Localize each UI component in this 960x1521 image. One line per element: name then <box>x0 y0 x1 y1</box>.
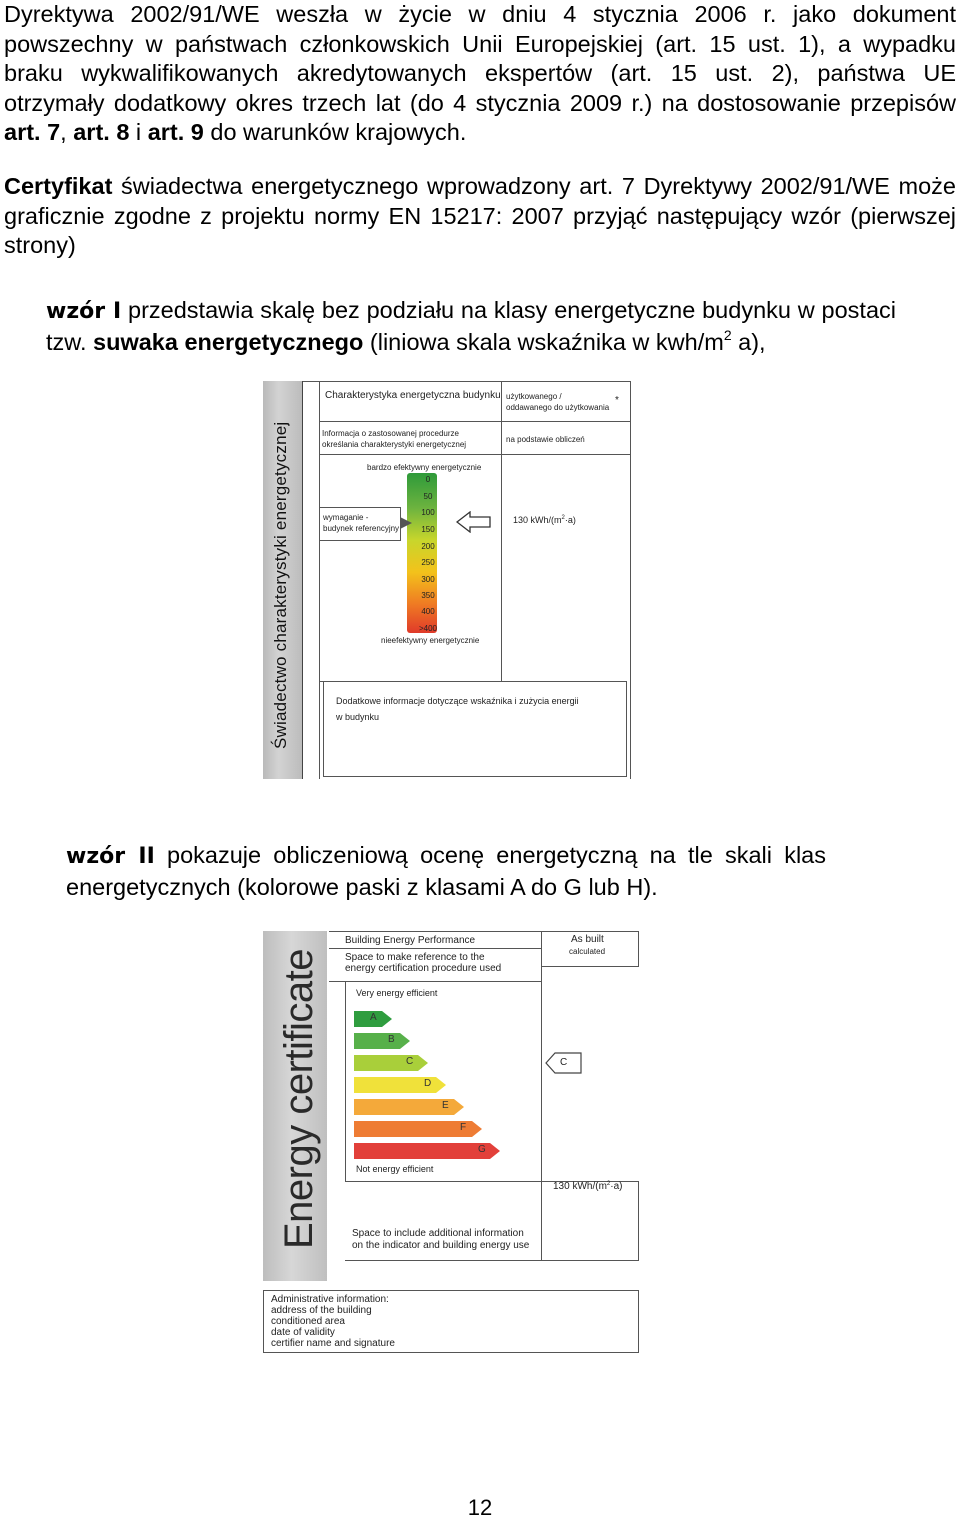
requirement-label: budynek referencyjny <box>323 524 400 533</box>
scale-tick: 200 <box>421 542 435 551</box>
figure-energy-slider <box>263 381 631 779</box>
admin-line: certifier name and signature <box>271 1338 395 1349</box>
admin-line: conditioned area <box>271 1316 345 1327</box>
figure-side-band <box>263 931 327 1281</box>
class-band-label: E <box>442 1100 449 1111</box>
paragraph-wzor-1 <box>46 295 896 358</box>
value-label: 130 kWh/$(m^2\cdot a)$ <box>553 1181 623 1192</box>
wzor-label: wzór I <box>46 299 122 324</box>
extra-info-text: Dodatkowe informacje dotyczące wskaźnika i zużycia energii <box>336 696 579 706</box>
separator: i <box>129 119 148 145</box>
superscript: 2 <box>723 327 732 343</box>
arrow-left-icon <box>456 511 492 533</box>
admin-line: address of the building <box>271 1305 372 1316</box>
class-band-tip <box>418 1055 428 1071</box>
reference-text: energy certification procedure used <box>345 963 502 974</box>
scale-tick: 250 <box>421 558 435 567</box>
paragraph-certificate <box>4 172 956 261</box>
scale-tick: >400 <box>418 624 438 633</box>
class-band-tip <box>436 1077 446 1093</box>
scale-tick: 300 <box>421 575 435 584</box>
info-text: określania charakterystyki energetycznej <box>322 440 467 449</box>
extra-info-text: w budynku <box>336 712 380 722</box>
scale-bottom-label: nieefektywny energetycznie <box>381 636 480 645</box>
scale-top-label: bardzo efektywny energetycznie <box>367 463 482 472</box>
class-band-body <box>354 1011 382 1027</box>
info-right-text: na podstawie obliczeń <box>506 435 585 444</box>
figure-header-right: użytkowanego / <box>506 392 562 401</box>
scale-tick: 400 <box>421 607 435 616</box>
scale-top-label: Very energy efficient <box>356 988 438 998</box>
figure-header-right: calculated <box>569 947 606 956</box>
class-band-tip <box>454 1099 464 1115</box>
paragraph-text: przedstawia skalę bez podziału na klasy energetyczne budynku w postaci tzw. <box>46 297 896 355</box>
article-ref: art. 8 <box>73 119 130 145</box>
figure-header-left: Charakterystyka energetyczna budynku <box>325 390 501 401</box>
page-number: 12 <box>467 1495 493 1520</box>
class-band-label: F <box>460 1122 467 1133</box>
wzor-label: wzór II <box>66 844 155 869</box>
class-band-label: G <box>478 1144 486 1155</box>
scale-tick: 150 <box>421 525 435 534</box>
info-text: Informacja o zastosowanej procedurze <box>322 429 459 438</box>
class-band-label: C <box>406 1056 414 1067</box>
figure-header-right: oddawanego do użytkowania <box>506 403 610 412</box>
admin-line: Administrative information: <box>271 1294 389 1305</box>
class-band-label: B <box>388 1034 395 1045</box>
paragraph-text: świadectwa energetycznego wprowadzony art. 7 Dyrektywy 2002/91/WE może graficznie zgodne z projektu normy EN 15217: 2007 przyjąć następujący wzór (pierwszej strony) <box>4 173 956 258</box>
class-band-tip <box>472 1121 482 1137</box>
class-band-tip <box>490 1143 500 1159</box>
separator: , <box>60 119 74 145</box>
figure-side-band <box>263 381 303 779</box>
scale-tick: 50 <box>423 492 433 501</box>
admin-line: date of validity <box>271 1327 335 1338</box>
class-band-tip <box>400 1033 410 1049</box>
certificate-term: Certyfikat <box>4 173 113 199</box>
scale-bottom-label: Not energy efficient <box>356 1164 434 1174</box>
rating-class: C <box>560 1057 568 1068</box>
class-band-body <box>354 1099 454 1115</box>
value-label: 130 kWh/$(m^2\cdot a)$ <box>513 515 576 525</box>
paragraph-text: do warunków krajowych. <box>203 119 467 145</box>
class-band-label: A <box>370 1012 377 1023</box>
paragraph-directive <box>4 0 956 148</box>
requirement-label: wymaganie - <box>323 513 369 522</box>
paragraph-text: pokazuje obliczeniową ocenę energetyczną na tle skali klas energetycznych (kolorowe paski z klasami A do G lub H). <box>66 842 827 900</box>
figure-energy-certificate <box>261 929 641 1359</box>
paragraph-text: (liniowa skala wskaźnika w kwh/m <box>363 329 724 355</box>
asterisk: * <box>615 395 619 406</box>
article-ref: art. 9 <box>147 119 204 145</box>
additional-info-text: on the indicator and building energy use <box>352 1240 530 1251</box>
figure-header-right: As built <box>571 934 604 945</box>
requirement-pointer-icon <box>400 517 412 529</box>
class-band-tip <box>382 1011 392 1027</box>
scale-tick: 350 <box>421 591 435 600</box>
paragraph-text: Dyrektywa 2002/91/WE weszła w życie w dniu 4 stycznia 2006 r. jako dokument powszechny w państwach członkowskich Unii Europejskiej (art. 15 ust. 1), a wypadku braku wykwalifikowanych akredytowanych ekspertów (art. 15 ust. 2), państwa UE otrzymały dodatkowy okres trzech lat (do 4 stycznia 2009 r.) na dostosowanie przepisów <box>4 1 956 116</box>
paragraph-text: a), <box>731 329 766 355</box>
class-band-label: D <box>424 1078 432 1089</box>
reference-text: Space to make reference to the <box>345 952 485 963</box>
paragraph-wzor-2 <box>66 840 826 903</box>
class-band-body <box>354 1143 490 1159</box>
figure-header-left: Building Energy Performance <box>345 935 476 946</box>
scale-tick: 100 <box>421 508 435 517</box>
figure-side-title: Świadectwo charakterystyki energetycznej <box>271 421 290 749</box>
class-band-body <box>354 1121 472 1137</box>
additional-info-text: Space to include additional information <box>352 1228 524 1239</box>
article-ref: art. 7 <box>4 119 61 145</box>
figure-side-title: Energy certificate <box>277 948 321 1249</box>
slider-term: suwaka energetycznego <box>93 329 364 355</box>
scale-tick: 0 <box>425 475 431 484</box>
